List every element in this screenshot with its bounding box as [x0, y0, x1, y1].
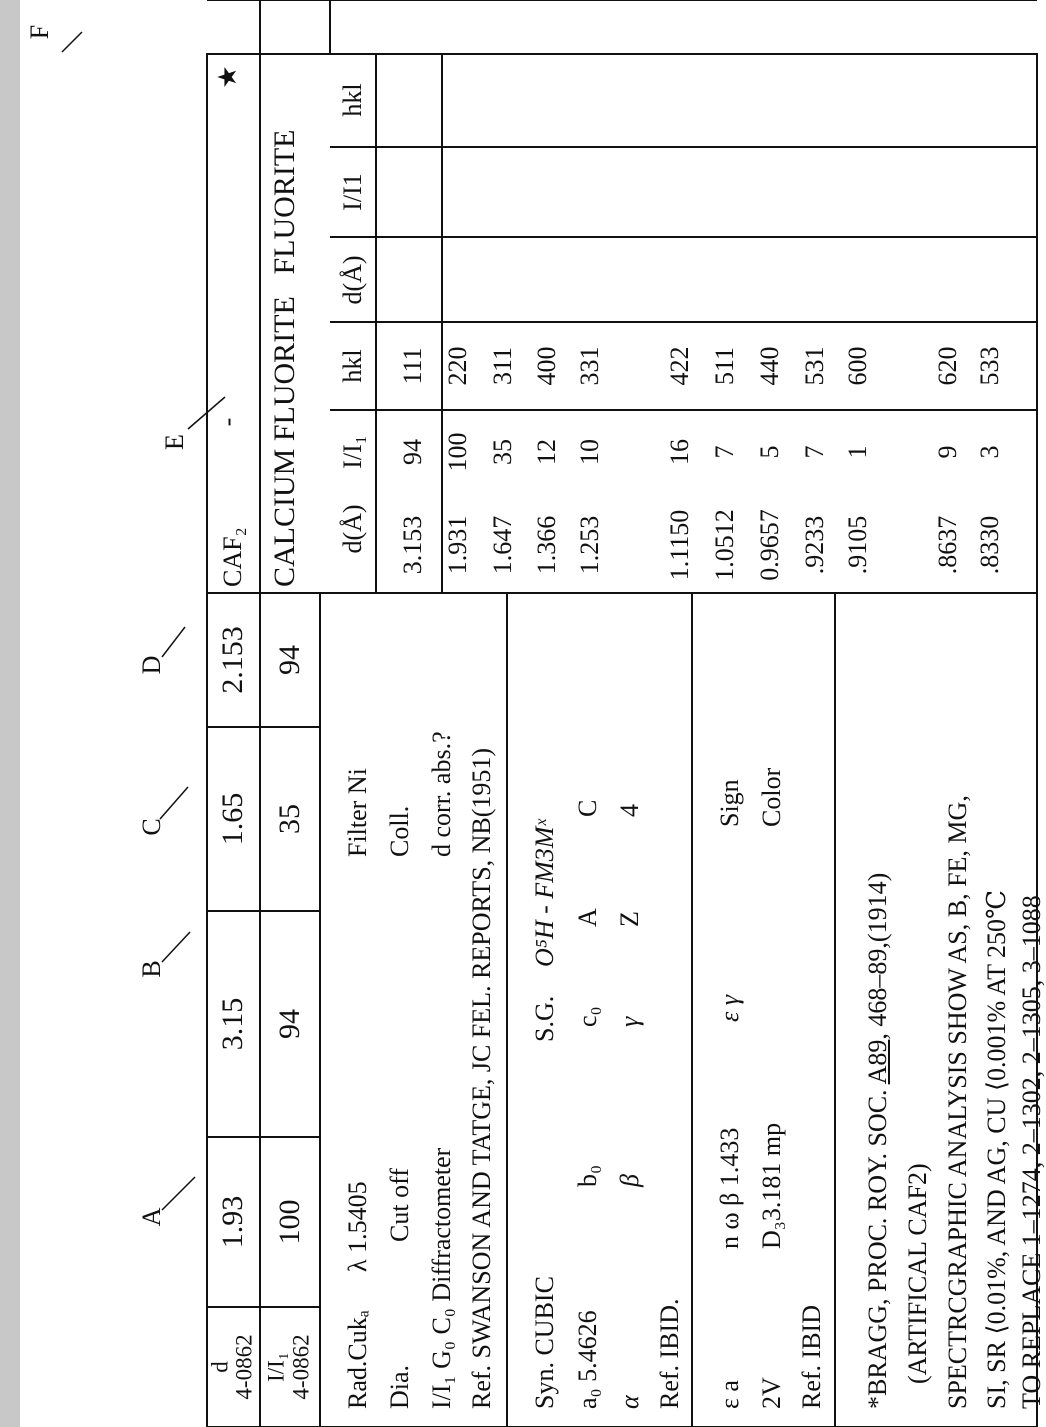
b-intensity-value: 94	[273, 1009, 306, 1039]
reflection-intensity: 7	[800, 445, 829, 459]
crystal-system: Syn. CUBIC	[530, 1276, 559, 1409]
reflection-intensity: 12	[532, 439, 561, 465]
angle-beta: β	[615, 1174, 644, 1187]
formula-dash: -	[213, 417, 242, 427]
reflection-hkl: 422	[665, 346, 694, 386]
cut-off: Cut off	[385, 1168, 414, 1242]
cell-c0: c₀	[573, 1006, 602, 1027]
reflection-intensity: 1	[843, 445, 872, 459]
reflection-hkl: 600	[843, 346, 872, 386]
left-sidebar-strip	[0, 0, 20, 1427]
reflection-intensity: 16	[665, 439, 694, 465]
col-header-d-2: d(Å)	[338, 255, 367, 305]
b-d-value: 3.15	[216, 997, 249, 1051]
col-header-hkl: hkl	[338, 349, 367, 383]
radiation: Rad.Cukₐ	[343, 1310, 372, 1409]
d-correction: d corr. abs.?	[427, 731, 456, 857]
reflection-hkl: 533	[975, 346, 1004, 386]
reflection-hkl: 511	[710, 346, 739, 386]
d-intensity-value: 94	[273, 645, 306, 675]
reflection-intensity: 5	[755, 445, 784, 459]
reflection-hkl: 111	[398, 347, 427, 385]
compound-name: CALCIUM FLUORITE	[268, 296, 301, 587]
reflection-d: .8330	[975, 515, 1004, 575]
z-label: Z	[615, 911, 644, 927]
reflection-hkl: 531	[800, 346, 829, 386]
optic-ea: ε a	[715, 1380, 744, 1409]
reflection-d: 1.366	[532, 515, 561, 575]
crystal-reference: Ref. IBID.	[655, 1298, 684, 1409]
reflection-d: 0.9657	[755, 509, 784, 581]
reflection-d: .8637	[933, 515, 962, 575]
letter-b: B	[137, 960, 166, 978]
reflection-d: .9233	[800, 515, 829, 575]
optic-color: Color	[757, 767, 786, 827]
remark-line-3: SPECTRCGRAPHIC ANALYSIS SHOW AS, B, FE, MG,	[943, 795, 972, 1409]
d-label: d	[207, 1361, 233, 1373]
intensity-method: I/I₁ G₀ C₀ Diffractometer	[427, 1147, 456, 1409]
a-intensity-value: 100	[273, 1199, 306, 1245]
optic-reference: Ref. IBID	[797, 1305, 826, 1409]
powder-diffraction-card	[20, 0, 1046, 1427]
optic-epsilon-gamma: ε γ	[715, 995, 744, 1022]
reflection-hkl: 331	[575, 346, 604, 386]
radiation-reference: Ref. SWANSON AND TATGE, JC FEL. REPORTS, NB(1951)	[467, 747, 496, 1409]
reflection-intensity: 94	[398, 439, 427, 465]
reflection-d: 1.0512	[710, 509, 739, 581]
reflection-intensity: 9	[933, 445, 962, 459]
cell-b0: b₀	[573, 1164, 602, 1187]
intensity-code: 4-0862	[288, 1334, 314, 1400]
letter-d: D	[137, 655, 166, 675]
reflection-hkl: 400	[532, 346, 561, 386]
reflection-intensity: 10	[575, 439, 604, 465]
optic-sign: Sign	[715, 779, 744, 827]
cell-a0: a₀ 5.4626	[573, 1310, 602, 1409]
reflection-intensity: 100	[443, 432, 472, 472]
c-d-value: 1.65	[216, 792, 249, 846]
wavelength: λ 1.5405	[343, 1181, 372, 1272]
optic-2v: 2V	[757, 1377, 786, 1409]
d-code: 4-0862	[231, 1334, 257, 1400]
reflection-d: 3.153	[398, 515, 427, 575]
star-icon: ★	[213, 65, 242, 89]
space-group: O⁵H - FM3Mˣ	[530, 819, 559, 967]
reflection-d: 1.931	[443, 515, 472, 575]
reflection-hkl: 440	[755, 346, 784, 386]
d-d-value: 2.153	[216, 626, 249, 694]
space-group-label: S.G.	[530, 995, 559, 1042]
remark-line-2: (ARTIFICAL CAF2)	[903, 1163, 932, 1384]
letter-a: A	[137, 1207, 166, 1227]
refractive-index: n ω β 1.433	[715, 1127, 744, 1249]
col-header-hkl-2: hkl	[338, 83, 367, 117]
collimation: Coll.	[385, 805, 414, 857]
col-header-d: d(Å)	[338, 504, 367, 554]
letter-f: F	[25, 24, 54, 40]
reflection-d: 1.647	[488, 515, 517, 575]
density-mp: D₃3.181 mp	[757, 1122, 786, 1249]
reflection-hkl: 311	[488, 346, 517, 386]
z-value: 4	[615, 804, 644, 817]
a-d-value: 1.93	[216, 1195, 249, 1249]
diameter: Dia.	[385, 1364, 414, 1409]
c-intensity-value: 35	[273, 804, 306, 834]
letter-c: C	[137, 818, 166, 836]
reflection-intensity: 35	[488, 439, 517, 465]
col-header-intensity: I/I₁	[338, 435, 367, 469]
mineral-name: FLUORITE	[268, 129, 301, 275]
filter: Filter Ni	[343, 768, 372, 857]
reflection-intensity: 3	[975, 445, 1004, 459]
ratio-c: C	[573, 799, 602, 817]
col-header-intensity-2: I/I1	[338, 173, 367, 211]
reflection-d: 1.1150	[665, 509, 694, 581]
formula: CAF₂	[218, 527, 247, 587]
letter-e: E	[160, 434, 189, 450]
ratio-a: A	[573, 908, 602, 927]
angle-alpha: α	[615, 1395, 644, 1409]
angle-gamma: γ	[615, 1016, 644, 1027]
reflection-d: .9105	[843, 515, 872, 575]
remark-line-5: TO REPLACE 1–1274, 2–1302, 2–1305, 3–1088	[1017, 895, 1046, 1409]
reflection-intensity: 7	[710, 445, 739, 459]
reflection-hkl: 620	[933, 346, 962, 386]
remark-line-4: SI, SR ⟨0.01%, AND AG, CU ⟨0.001% AT 250℃	[982, 889, 1011, 1409]
reflection-d: 1.253	[575, 515, 604, 575]
remark-line-1: *BRAGG, PROC. ROY. SOC. A89, 468–89,(1914)	[863, 872, 892, 1409]
intensity-label: I/I₁	[263, 1352, 289, 1382]
reflection-hkl: 220	[443, 346, 472, 386]
